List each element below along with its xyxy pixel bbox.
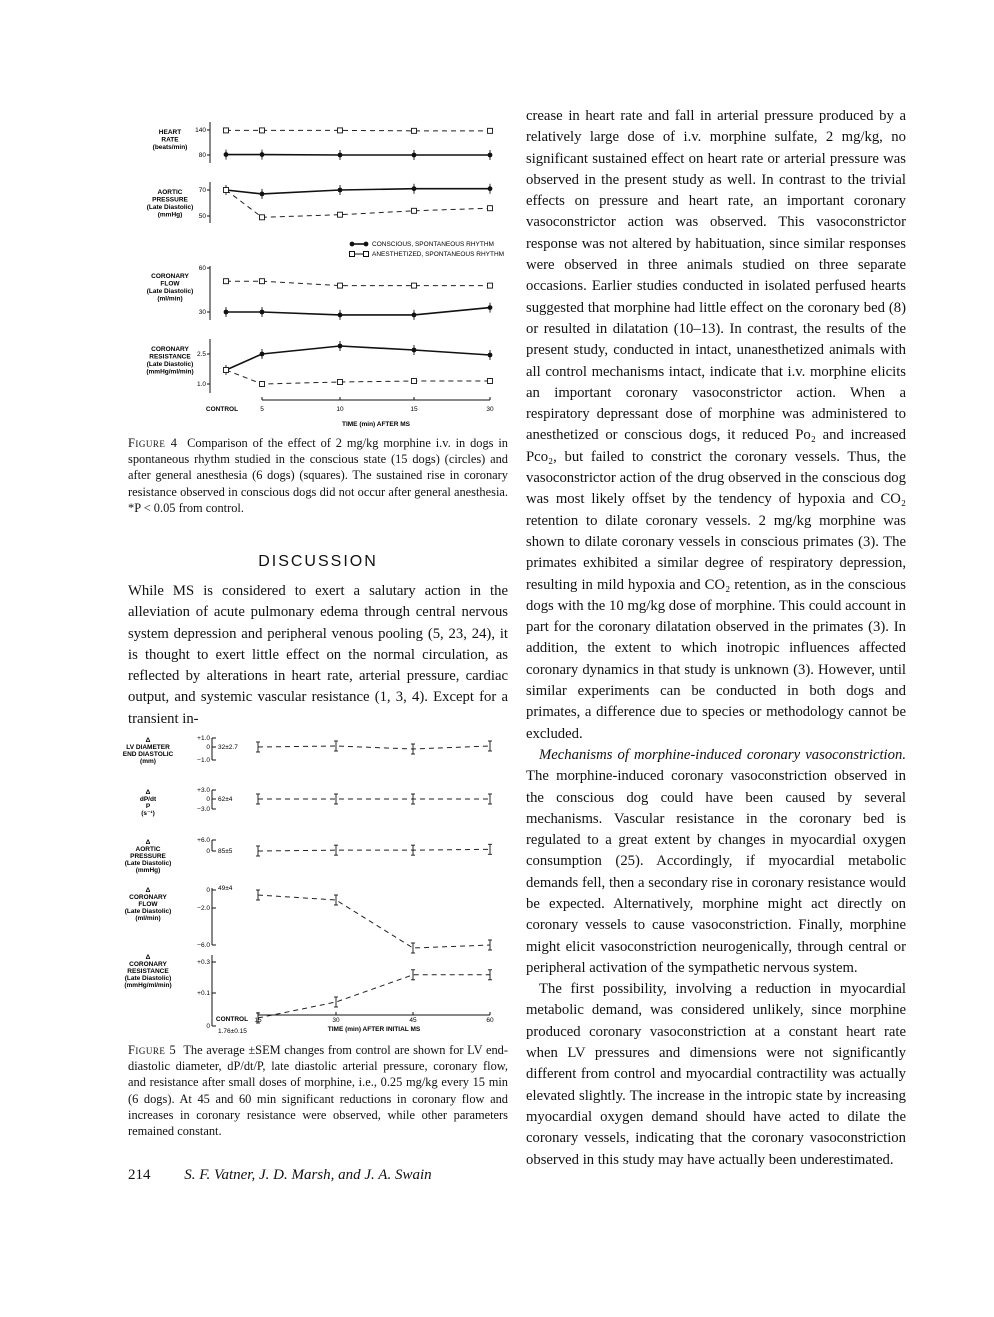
fig4-anesthetized-line — [226, 370, 490, 384]
fig5-panel-label: AORTIC — [135, 846, 161, 853]
fig4-panel-label: PRESSURE — [152, 196, 188, 204]
fig4-conscious-point — [412, 313, 417, 318]
page-number: 214 — [128, 1167, 151, 1183]
fig4-conscious-point — [488, 353, 493, 358]
fig5-y-tick-label: +1.0 — [197, 735, 210, 742]
fig4-conscious-point — [338, 153, 343, 158]
fig4-conscious-point — [338, 344, 343, 349]
fig4-panel-label: CORONARY — [151, 346, 189, 353]
fig4-y-tick-label: 60 — [198, 265, 206, 272]
fig4-y-tick-label: 80 — [198, 152, 206, 159]
fig4-legend-anesthetized-label: ANESTHETIZED, SPONTANEOUS RHYTHM — [372, 251, 505, 258]
fig4-y-tick-label: 50 — [198, 213, 206, 220]
fig4-legend-anesthetized-marker — [364, 252, 369, 257]
fig5-y-tick-label: −2.0 — [197, 905, 210, 912]
fig4-conscious-point — [488, 305, 493, 310]
fig4-anesthetized-point — [260, 279, 265, 284]
right-paragraph-3: The first possibility, involving a reduction in myocardial metabolic demand, was considered unlikely, since morphine produced coronary vasoconstriction at a constant heart rate when LV pressures and dimensions were not significantly different from control and myocardial contractility was actually elevated slightly. The increase in the intropic state by increasing myocardial oxygen demand should have acted to dilate the coronary vessels, indicating that the coronary vasoconstriction observed in this study may have actually been underestimated. — [526, 981, 906, 1168]
fig4-legend-conscious-marker — [350, 242, 355, 247]
fig4-conscious-point — [260, 352, 265, 357]
fig5-control-value: 62±4 — [218, 796, 233, 803]
footer-authors: S. F. Vatner, J. D. Marsh, and J. A. Swain — [184, 1167, 432, 1183]
fig5-panel-label: CORONARY — [129, 894, 167, 901]
fig4-anesthetized-point — [488, 206, 493, 211]
fig5-panel-label: END DIASTOLIC — [122, 751, 174, 758]
figure-5-caption-text: The average ±SEM changes from control are shown for LV end-diastolic diameter, dP/dt/P, late diastolic arterial pressure, coronary flow, and resistance after small doses of morphine, i.e., 0.25 mg/kg every 15 min (6 dogs). At 45 and 60 min significant reductions in coronary flow and increases in coronary resistance were observed, while other parameters remained constant. — [128, 1043, 508, 1139]
fig4-conscious-point — [338, 188, 343, 193]
fig5-panel-label: (Late Diastolic) — [124, 860, 172, 867]
fig5-panel-label: Δ — [145, 954, 151, 961]
fig4-conscious-line — [226, 308, 490, 315]
figure-4-chart — [128, 108, 508, 430]
fig5-panel-label: P — [145, 803, 151, 810]
fig4-legend-conscious-label: CONSCIOUS, SPONTANEOUS RHYTHM — [372, 241, 494, 248]
discussion-paragraph-1: While MS is considered to exert a salutary action in the alleviation of acute pulmonary edema through central nervous system depression and peripheral venous pooling (5, 23, 24), it is thought to exert little effect on the normal circulation, as reflected by alterations in heart rate, arterial pressure, cardiac output, and systemic vascular resistance (1, 3, 4). Except for a transient in- — [128, 583, 508, 727]
fig4-anesthetized-point — [488, 379, 493, 384]
figure-5-chart — [122, 730, 508, 1035]
fig5-panel-label: PRESSURE — [130, 853, 166, 860]
fig4-panel-label: FLOW — [160, 280, 180, 288]
fig4-anesthetized-point — [338, 283, 343, 288]
fig5-x-tick-label: 45 — [409, 1017, 417, 1024]
fig4-conscious-point — [224, 310, 229, 315]
fig5-y-tick-label: −1.0 — [197, 757, 210, 764]
fig4-x-tick-label: 30 — [486, 406, 494, 413]
fig4-panel-label: RATE — [161, 136, 179, 144]
fig5-y-tick-label: 0 — [206, 887, 210, 894]
figure-4-label: Figure 4 — [128, 436, 178, 450]
fig5-control-value: 1.76±0.15 — [218, 1028, 247, 1035]
fig4-panel-label: (Late Diastolic) — [146, 204, 194, 211]
right-column — [526, 106, 906, 1171]
fig5-panel-label: LV DIAMETER — [126, 744, 170, 751]
fig5-panel-label: (ml/min) — [135, 915, 161, 922]
fig4-conscious-point — [260, 152, 265, 157]
fig4-anesthetized-point — [412, 128, 417, 133]
fig4-x-tick-label: 5 — [260, 406, 264, 413]
fig4-conscious-point — [224, 152, 229, 157]
fig4-panel-label: HEART — [158, 129, 182, 136]
fig5-y-tick-label: +0.1 — [197, 990, 210, 997]
fig5-panel-label: Δ — [145, 839, 151, 846]
fig5-panel-label: (mmHg/ml/min) — [124, 982, 172, 989]
fig5-y-tick-label: +6.0 — [197, 837, 210, 844]
fig4-anesthetized-point — [224, 188, 229, 193]
fig4-anesthetized-point — [412, 379, 417, 384]
fig4-anesthetized-point — [260, 215, 265, 220]
fig5-y-tick-label: 0 — [206, 848, 210, 855]
fig4-conscious-point — [260, 310, 265, 315]
fig4-conscious-point — [260, 192, 265, 197]
fig5-x-tick-label: 15 — [254, 1017, 262, 1024]
fig5-panel-label: Δ — [145, 789, 151, 796]
fig5-panel-label: (s⁻¹) — [141, 810, 155, 817]
fig5-y-tick-label: 0 — [206, 1023, 210, 1030]
fig4-anesthetized-line — [226, 281, 490, 285]
fig5-control-value: 85±5 — [218, 848, 233, 855]
fig5-y-tick-label: +3.0 — [197, 787, 210, 794]
fig4-conscious-point — [412, 153, 417, 158]
fig4-anesthetized-point — [338, 128, 343, 133]
fig4-y-tick-label: 1.0 — [196, 381, 206, 388]
fig4-legend-anesthetized-marker — [350, 252, 355, 257]
fig4-anesthetized-point — [260, 382, 265, 387]
fig4-y-tick-label: 30 — [198, 309, 206, 316]
fig4-x-axis-label: TIME (min) AFTER MS — [341, 421, 411, 428]
fig5-panel-label: Δ — [145, 737, 151, 744]
fig4-y-tick-label: 2.5 — [196, 351, 206, 358]
fig4-anesthetized-point — [224, 368, 229, 373]
fig4-panel-label: (Late Diastolic) — [146, 288, 194, 295]
fig4-y-tick-label: 140 — [195, 127, 206, 134]
fig4-anesthetized-point — [412, 283, 417, 288]
fig4-anesthetized-point — [224, 128, 229, 133]
fig5-panel-label: Δ — [145, 887, 151, 894]
fig4-x-tick-label: 10 — [336, 406, 344, 413]
fig4-anesthetized-point — [412, 208, 417, 213]
fig5-panel-label: FLOW — [138, 901, 158, 908]
fig4-anesthetized-point — [488, 128, 493, 133]
fig4-conscious-point — [412, 348, 417, 353]
discussion-section — [128, 535, 508, 730]
fig4-panel-label: (mmHg) — [157, 211, 183, 219]
fig5-panel-label: (mm) — [140, 758, 156, 765]
fig5-x-axis-label: TIME (min) AFTER INITIAL MS — [327, 1026, 421, 1033]
fig5-y-tick-label: 0 — [206, 744, 210, 751]
fig4-anesthetized-point — [224, 279, 229, 284]
fig4-x-tick-label: CONTROL — [205, 406, 239, 413]
fig4-panel-label: (Late Diastolic) — [146, 361, 194, 368]
fig4-panel-label: CORONARY — [151, 273, 189, 280]
fig4-panel-label: (mmHg/ml/min) — [146, 368, 194, 376]
fig5-y-tick-label: −3.0 — [197, 806, 210, 813]
fig4-panel-label: AORTIC — [157, 189, 183, 196]
fig5-control-value: 49±4 — [218, 885, 233, 892]
fig5-series-line — [258, 975, 490, 1018]
fig5-y-tick-label: −6.0 — [197, 942, 210, 949]
fig4-legend-conscious-marker — [364, 242, 369, 247]
fig4-x-tick-label: 15 — [410, 406, 418, 413]
fig4-anesthetized-point — [338, 212, 343, 217]
fig4-y-tick-label: 70 — [198, 187, 206, 194]
fig4-anesthetized-point — [338, 380, 343, 385]
figure-4-caption-text: Comparison of the effect of 2 mg/kg morphine i.v. in dogs in spontaneous rhythm studied in the conscious state (15 dogs) (circles) and after general anesthesia (6 dogs) (squares). The sustained rise in coronary resistance observed in conscious dogs did not occur after general anesthesia. *P < 0.05 from control. — [128, 436, 508, 515]
page-footer — [128, 1167, 432, 1184]
fig4-anesthetized-point — [488, 283, 493, 288]
fig4-conscious-line — [226, 346, 490, 370]
fig5-x-tick-label: 60 — [486, 1017, 494, 1024]
fig5-panel-label: (Late Diastolic) — [124, 908, 172, 915]
fig4-panel-label: (ml/min) — [157, 295, 183, 303]
fig4-anesthetized-point — [260, 128, 265, 133]
fig5-panel-label: RESISTANCE — [127, 968, 169, 975]
fig4-conscious-point — [488, 153, 493, 158]
fig4-panel-label: (beats/min) — [152, 144, 188, 151]
fig5-series-line — [258, 849, 490, 851]
mechanisms-subheading: Mechanisms of morphine-induced coronary vasoconstriction. — [539, 746, 906, 763]
right-paragraph-1: crease in heart rate and fall in arterial pressure produced by a relatively large dose of i.v. morphine sulfate, 2 mg/kg, no significant sustained effect on heart rate or arterial pressure was observed in the present study as well. In contrast to the trivial effects on pressure and heart rate, an important coronary vasoconstrictor action was observed. This vasoconstrictor response was not altered by habituation, since similar responses were observed in three animals studied on three separate occasions. Earlier studies conducted in isolated perfused hearts suggested that morphine had little effect on the coronary bed (8) or resulted in dilatation (10–13). In contrast, the results of the present study, conducted in intact, unanesthetized animals with all control mechanisms intact, indicate that i.v. morphine elicits an important coronary vasoconstrictor action. When a respiratory depressant dose of morphine was administered to anesthetized or conscious dogs, it reduced Po₂ and increased Pco₂, but failed to constrict the coronary vessels. Thus, the vasoconstrictor action of the drug observed in the conscious dog was most likely offset by the tendency of hypoxia and CO₂ retention to dilate coronary vessels. 2 mg/kg morphine was shown to dilate coronary vessels in conscious primates (3). The primates exhibited a similar degree of respiratory depression, resulting in mild hypoxia and CO₂ retention, as in the conscious dogs with the 10 mg/kg dose of morphine. This could account in part for the coronary dilatation observed in the primates (3). In addition, the extent to which inotropic influences affected coronary dynamics in that study is unknown (3). However, until similar experiments can be conducted in both dogs and primates, a difference due to species or methodology cannot be excluded. — [526, 108, 906, 742]
discussion-heading: DISCUSSION — [258, 553, 378, 570]
fig5-series-line — [258, 746, 490, 749]
fig5-panel-label: (mmHg) — [135, 867, 161, 874]
fig4-conscious-point — [488, 186, 493, 191]
fig5-x-tick-label: CONTROL — [215, 1016, 249, 1023]
right-paragraph-2: The morphine-induced coronary vasoconstriction observed in the conscious dog could have been caused by several mechanisms. Vascular resistance in the coronary bed is regulated to a great extent by changes in myocardial oxygen consumption (25). Accordingly, if myocardial metabolic demands fell, then a secondary rise in coronary resistance would be expected. Alternatively, morphine might act directly on coronary vessels to cause vasoconstriction. Finally, morphine might elicit vasoconstriction neurogenically, through central or peripheral activation of the sympathetic nervous system. — [526, 768, 906, 976]
fig4-conscious-point — [412, 186, 417, 191]
figure-4-caption — [128, 435, 508, 516]
fig4-panel-label: RESISTANCE — [149, 353, 191, 361]
fig4-conscious-line — [226, 189, 490, 194]
fig5-control-value: 32±2.7 — [218, 744, 238, 751]
fig5-panel-label: (Late Diastolic) — [124, 975, 172, 982]
fig4-conscious-point — [338, 313, 343, 318]
fig5-panel-label: dP/dt — [139, 796, 157, 803]
fig5-x-tick-label: 30 — [332, 1017, 340, 1024]
fig5-panel-label: CORONARY — [129, 961, 167, 968]
figure-5-caption — [128, 1042, 508, 1139]
fig5-y-tick-label: +0.3 — [197, 959, 210, 966]
figure-5-label: Figure 5 — [128, 1043, 177, 1057]
fig5-y-tick-label: 0 — [206, 796, 210, 803]
fig5-series-line — [258, 895, 490, 948]
